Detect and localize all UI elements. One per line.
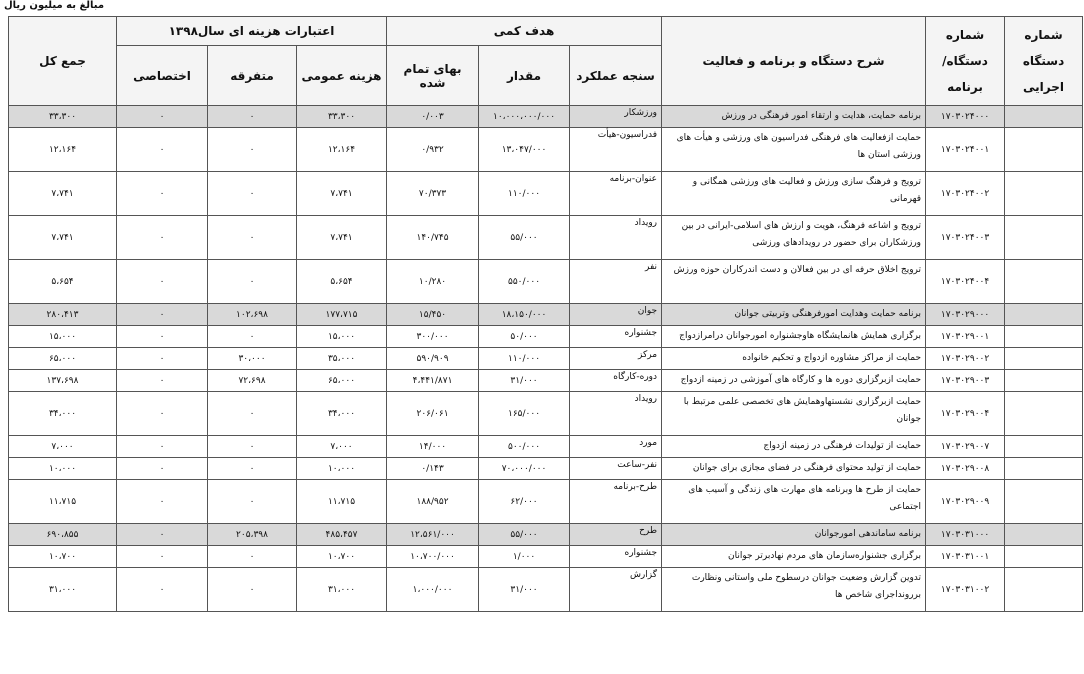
performance-measure: جشنواره xyxy=(570,546,662,568)
quantity-value: ۵۰/۰۰۰ xyxy=(479,326,570,348)
program-code: ۱۷۰۳۰۲۹۰۰۷ xyxy=(926,436,1005,458)
general-cost-value: ۴۸۵،۴۵۷ xyxy=(297,524,387,546)
program-code: ۱۷۰۳۰۲۹۰۰۳ xyxy=(926,370,1005,392)
unit-cost-value: ۰/۱۴۳ xyxy=(387,458,479,480)
general-cost-value: ۳۳،۳۰۰ xyxy=(297,106,387,128)
misc-value: ۰ xyxy=(208,326,297,348)
general-cost-value: ۵،۶۵۴ xyxy=(297,260,387,304)
unit-cost-value: ۱،۰۰۰/۰۰۰ xyxy=(387,568,479,612)
performance-measure: جشنواره xyxy=(570,326,662,348)
table-row xyxy=(9,392,1083,436)
activity-description: ترویج و اشاعه فرهنگ، هویت و ارزش های اسلامی-ایرانی در بین ورزشکاران برای حضور در رویدادهای ورزشی xyxy=(662,216,926,260)
unit-cost-value: ۱۰،۷۰۰/۰۰۰ xyxy=(387,546,479,568)
program-code: ۱۷۰۳۰۲۹۰۰۹ xyxy=(926,480,1005,524)
activity-description: حمایت از تولیدات فرهنگی در زمینه ازدواج xyxy=(662,436,926,458)
quantity-value: ۳۱/۰۰۰ xyxy=(479,370,570,392)
total-value: ۷،۰۰۰ xyxy=(9,436,117,458)
exec-device-cell xyxy=(1005,370,1083,392)
total-value: ۶۵،۰۰۰ xyxy=(9,348,117,370)
header-quantity: مقدار xyxy=(479,46,570,106)
misc-value: ۰ xyxy=(208,106,297,128)
unit-cost-value: ۱۲،۵۶۱/۰۰۰ xyxy=(387,524,479,546)
table-row xyxy=(9,326,1083,348)
unit-cost-value: ۰/۰۰۳ xyxy=(387,106,479,128)
table-row xyxy=(9,106,1083,128)
table-body xyxy=(9,106,1083,612)
table-row xyxy=(9,436,1083,458)
activity-description: حمایت از تولید محتوای فرهنگی در فضای مجازی برای جوانان xyxy=(662,458,926,480)
header-misc: متفرقه xyxy=(208,46,297,106)
misc-value: ۰ xyxy=(208,458,297,480)
performance-measure: طرح xyxy=(570,524,662,546)
header-device-program-no: شماره دستگاه/ برنامه xyxy=(926,17,1005,106)
header-performance-measure: سنجه عملکرد xyxy=(570,46,662,106)
specific-value: ۰ xyxy=(117,106,208,128)
specific-value: ۰ xyxy=(117,480,208,524)
program-code: ۱۷۰۳۰۲۴۰۰۱ xyxy=(926,128,1005,172)
unit-cost-value: ۱۴/۰۰۰ xyxy=(387,436,479,458)
unit-cost-value: ۴،۴۴۱/۸۷۱ xyxy=(387,370,479,392)
general-cost-value: ۳۵،۰۰۰ xyxy=(297,348,387,370)
activity-description: برنامه حمایت وهدایت امورفرهنگی وتربیتی جوانان xyxy=(662,304,926,326)
activity-description: تدوین گزارش وضعیت جوانان درسطوح ملی واستانی ونظارت بررونداجرای شاخص ها xyxy=(662,568,926,612)
program-code: ۱۷۰۳۰۲۴۰۰۰ xyxy=(926,106,1005,128)
total-value: ۵،۶۵۴ xyxy=(9,260,117,304)
quantity-value: ۵۰۰/۰۰۰ xyxy=(479,436,570,458)
quantity-value: ۶۲/۰۰۰ xyxy=(479,480,570,524)
unit-cost-value: ۵۹۰/۹۰۹ xyxy=(387,348,479,370)
performance-measure: مورد xyxy=(570,436,662,458)
general-cost-value: ۱۷۷،۷۱۵ xyxy=(297,304,387,326)
program-code: ۱۷۰۳۰۲۹۰۰۸ xyxy=(926,458,1005,480)
quantity-value: ۱۰،۰۰۰،۰۰۰/۰۰۰ xyxy=(479,106,570,128)
specific-value: ۰ xyxy=(117,304,208,326)
specific-value: ۰ xyxy=(117,370,208,392)
performance-measure: دوره-کارگاه xyxy=(570,370,662,392)
exec-device-cell xyxy=(1005,216,1083,260)
exec-device-cell xyxy=(1005,128,1083,172)
specific-value: ۰ xyxy=(117,326,208,348)
performance-measure: گزارش xyxy=(570,568,662,612)
header-general-cost: هزینه عمومی xyxy=(297,46,387,106)
exec-device-cell xyxy=(1005,172,1083,216)
specific-value: ۰ xyxy=(117,348,208,370)
misc-value: ۲۰۵،۳۹۸ xyxy=(208,524,297,546)
misc-value: ۰ xyxy=(208,392,297,436)
unit-cost-value: ۱۵/۴۵۰ xyxy=(387,304,479,326)
exec-device-cell xyxy=(1005,546,1083,568)
performance-measure: ورزشکار xyxy=(570,106,662,128)
activity-description: حمایت ازبرگزاری نشستهاوهمایش های تخصصی علمی مرتبط با جوانان xyxy=(662,392,926,436)
table-row xyxy=(9,348,1083,370)
performance-measure: نفر xyxy=(570,260,662,304)
activity-description: حمایت از مراکز مشاوره ازدواج و تحکیم خانواده xyxy=(662,348,926,370)
header-exec-device-no: شماره دستگاه اجرایی xyxy=(1005,17,1083,106)
quantity-value: ۱/۰۰۰ xyxy=(479,546,570,568)
program-code: ۱۷۰۳۰۳۱۰۰۲ xyxy=(926,568,1005,612)
program-code: ۱۷۰۳۰۲۹۰۰۴ xyxy=(926,392,1005,436)
unit-cost-value: ۰/۹۳۲ xyxy=(387,128,479,172)
misc-value: ۰ xyxy=(208,480,297,524)
performance-measure: طرح-برنامه xyxy=(570,480,662,524)
misc-value: ۷۲،۶۹۸ xyxy=(208,370,297,392)
exec-device-cell xyxy=(1005,348,1083,370)
program-code: ۱۷۰۳۰۳۱۰۰۱ xyxy=(926,546,1005,568)
performance-measure: مرکز xyxy=(570,348,662,370)
performance-measure: عنوان-برنامه xyxy=(570,172,662,216)
quantity-value: ۵۵/۰۰۰ xyxy=(479,524,570,546)
total-value: ۶۹۰،۸۵۵ xyxy=(9,524,117,546)
misc-value: ۳۰،۰۰۰ xyxy=(208,348,297,370)
activity-description: برگزاری جشنواره‌سازمان های مردم نهادبرتر جوانان xyxy=(662,546,926,568)
specific-value: ۰ xyxy=(117,260,208,304)
program-code: ۱۷۰۳۰۲۹۰۰۲ xyxy=(926,348,1005,370)
header-quantitative-goal: هدف کمی xyxy=(387,17,662,46)
activity-description: برگزاری همایش هانمایشگاه هاوجشنواره امورجوانان درامرازدواج xyxy=(662,326,926,348)
unit-cost-value: ۱۰/۲۸۰ xyxy=(387,260,479,304)
unit-cost-value: ۱۸۸/۹۵۲ xyxy=(387,480,479,524)
misc-value: ۰ xyxy=(208,172,297,216)
performance-measure: رویداد xyxy=(570,392,662,436)
specific-value: ۰ xyxy=(117,546,208,568)
header-unit-cost: بهای تمام شده xyxy=(387,46,479,106)
exec-device-cell xyxy=(1005,326,1083,348)
general-cost-value: ۷،۷۴۱ xyxy=(297,216,387,260)
specific-value: ۰ xyxy=(117,128,208,172)
misc-value: ۰ xyxy=(208,546,297,568)
general-cost-value: ۱۲،۱۶۴ xyxy=(297,128,387,172)
exec-device-cell xyxy=(1005,392,1083,436)
exec-device-cell xyxy=(1005,106,1083,128)
activity-description: ترویج و فرهنگ سازی ورزش و فعالیت های ورزشی همگانی و قهرمانی xyxy=(662,172,926,216)
quantity-value: ۱۸،۱۵۰/۰۰۰ xyxy=(479,304,570,326)
specific-value: ۰ xyxy=(117,172,208,216)
table-row xyxy=(9,216,1083,260)
performance-measure: نفر-ساعت xyxy=(570,458,662,480)
specific-value: ۰ xyxy=(117,392,208,436)
total-value: ۱۱،۷۱۵ xyxy=(9,480,117,524)
specific-value: ۰ xyxy=(117,436,208,458)
unit-cost-value: ۳۰۰/۰۰۰ xyxy=(387,326,479,348)
program-code: ۱۷۰۳۰۲۹۰۰۱ xyxy=(926,326,1005,348)
general-cost-value: ۱۰،۷۰۰ xyxy=(297,546,387,568)
quantity-value: ۳۱/۰۰۰ xyxy=(479,568,570,612)
general-cost-value: ۱۱،۷۱۵ xyxy=(297,480,387,524)
performance-measure: جوان xyxy=(570,304,662,326)
quantity-value: ۱۱۰/۰۰۰ xyxy=(479,348,570,370)
misc-value: ۰ xyxy=(208,568,297,612)
exec-device-cell xyxy=(1005,436,1083,458)
total-value: ۲۸۰،۴۱۳ xyxy=(9,304,117,326)
table-row xyxy=(9,546,1083,568)
table-row xyxy=(9,524,1083,546)
table-row xyxy=(9,480,1083,524)
specific-value: ۰ xyxy=(117,568,208,612)
program-code: ۱۷۰۳۰۳۱۰۰۰ xyxy=(926,524,1005,546)
performance-measure: فدراسیون-هیأت xyxy=(570,128,662,172)
misc-value: ۰ xyxy=(208,436,297,458)
unit-cost-value: ۲۰۶/۰۶۱ xyxy=(387,392,479,436)
header-row-1 xyxy=(9,17,1083,46)
table-row xyxy=(9,172,1083,216)
exec-device-cell xyxy=(1005,568,1083,612)
activity-description: برنامه حمایت، هدایت و ارتقاء امور فرهنگی در ورزش xyxy=(662,106,926,128)
header-description: شرح دستگاه و برنامه و فعالیت xyxy=(662,17,926,106)
quantity-value: ۵۵۰/۰۰۰ xyxy=(479,260,570,304)
general-cost-value: ۳۱،۰۰۰ xyxy=(297,568,387,612)
header-total: جمع کل xyxy=(9,17,117,106)
unit-cost-value: ۱۴۰/۷۴۵ xyxy=(387,216,479,260)
exec-device-cell xyxy=(1005,304,1083,326)
unit-cost-value: ۷۰/۳۷۳ xyxy=(387,172,479,216)
general-cost-value: ۳۴،۰۰۰ xyxy=(297,392,387,436)
header-specific: اختصاصی xyxy=(117,46,208,106)
quantity-value: ۵۵/۰۰۰ xyxy=(479,216,570,260)
header-credits: اعتبارات هزینه ای سال۱۳۹۸ xyxy=(117,17,387,46)
quantity-value: ۱۳،۰۴۷/۰۰۰ xyxy=(479,128,570,172)
program-code: ۱۷۰۳۰۲۴۰۰۲ xyxy=(926,172,1005,216)
general-cost-value: ۷،۷۴۱ xyxy=(297,172,387,216)
budget-table xyxy=(8,16,1083,612)
table-row xyxy=(9,568,1083,612)
program-code: ۱۷۰۳۰۲۴۰۰۴ xyxy=(926,260,1005,304)
activity-description: ترویج اخلاق حرفه ای در بین فعالان و دست اندرکاران حوزه ورزش xyxy=(662,260,926,304)
misc-value: ۱۰۲،۶۹۸ xyxy=(208,304,297,326)
general-cost-value: ۷،۰۰۰ xyxy=(297,436,387,458)
program-code: ۱۷۰۳۰۲۹۰۰۰ xyxy=(926,304,1005,326)
general-cost-value: ۱۵،۰۰۰ xyxy=(297,326,387,348)
unit-note: مبالغ به میلیون ریال xyxy=(4,0,105,11)
table-row xyxy=(9,458,1083,480)
activity-description: حمایت از طرح ها وبرنامه های مهارت های زندگی و آسیب های اجتماعی xyxy=(662,480,926,524)
specific-value: ۰ xyxy=(117,216,208,260)
exec-device-cell xyxy=(1005,524,1083,546)
specific-value: ۰ xyxy=(117,524,208,546)
general-cost-value: ۶۵،۰۰۰ xyxy=(297,370,387,392)
total-value: ۱۵،۰۰۰ xyxy=(9,326,117,348)
activity-description: حمایت ازفعالیت های فرهنگی فدراسیون های ورزشی و هیأت های ورزشی استان ها xyxy=(662,128,926,172)
total-value: ۳۱،۰۰۰ xyxy=(9,568,117,612)
total-value: ۱۰،۷۰۰ xyxy=(9,546,117,568)
table-row xyxy=(9,304,1083,326)
activity-description: برنامه ساماندهی امورجوانان xyxy=(662,524,926,546)
total-value: ۳۳،۳۰۰ xyxy=(9,106,117,128)
program-code: ۱۷۰۳۰۲۴۰۰۳ xyxy=(926,216,1005,260)
misc-value: ۰ xyxy=(208,216,297,260)
total-value: ۱۲،۱۶۴ xyxy=(9,128,117,172)
quantity-value: ۷۰،۰۰۰/۰۰۰ xyxy=(479,458,570,480)
quantity-value: ۱۶۵/۰۰۰ xyxy=(479,392,570,436)
exec-device-cell xyxy=(1005,458,1083,480)
general-cost-value: ۱۰،۰۰۰ xyxy=(297,458,387,480)
total-value: ۳۴،۰۰۰ xyxy=(9,392,117,436)
misc-value: ۰ xyxy=(208,128,297,172)
table-row xyxy=(9,260,1083,304)
total-value: ۷،۷۴۱ xyxy=(9,172,117,216)
quantity-value: ۱۱۰/۰۰۰ xyxy=(479,172,570,216)
exec-device-cell xyxy=(1005,480,1083,524)
total-value: ۱۳۷،۶۹۸ xyxy=(9,370,117,392)
total-value: ۷،۷۴۱ xyxy=(9,216,117,260)
misc-value: ۰ xyxy=(208,260,297,304)
activity-description: حمایت ازبرگزاری دوره ها و کارگاه های آموزشی در زمینه ازدواج xyxy=(662,370,926,392)
exec-device-cell xyxy=(1005,260,1083,304)
total-value: ۱۰،۰۰۰ xyxy=(9,458,117,480)
specific-value: ۰ xyxy=(117,458,208,480)
table-row xyxy=(9,370,1083,392)
table-row xyxy=(9,128,1083,172)
performance-measure: رویداد xyxy=(570,216,662,260)
